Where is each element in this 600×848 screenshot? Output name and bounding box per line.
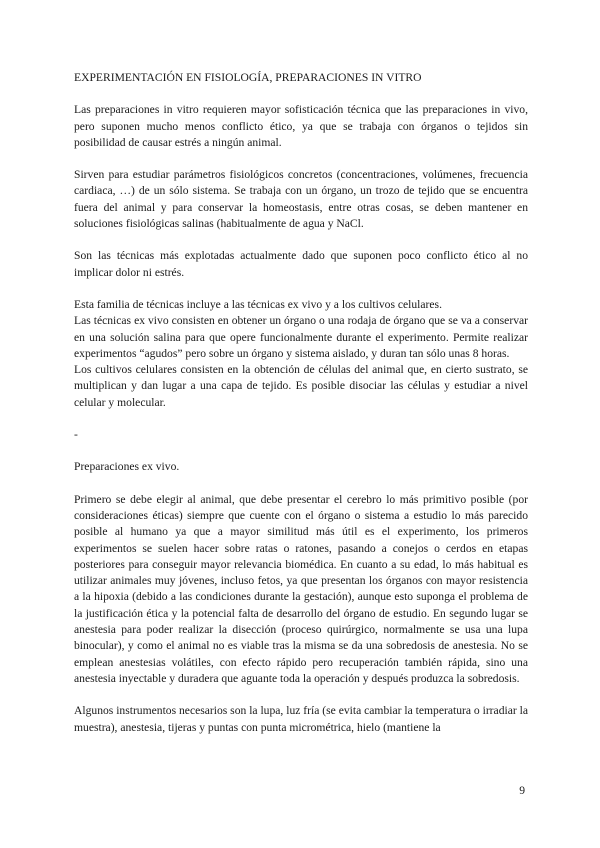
page-number: 9 <box>519 784 525 797</box>
subheading-ex-vivo: Preparaciones ex vivo. <box>74 460 180 474</box>
paragraph-ex-vivo: Las técnicas ex vivo consisten en obtener un órgano o una rodaja de órgano que se va a conservar en una solución salina para que opere funcionalmente durante el experimento. Permite realizar experimentos “agudos” pero sobre un órgano y sistema aislado, y duran tan sólo unas 8 horas. <box>74 314 528 360</box>
paragraph-procedure: Primero se debe elegir al animal, que debe presentar el cerebro lo más primitivo posible (por consideraciones éticas) siempre que cuente con el órgano o sistema a estudio lo más parecido posible al humano ya que a mayor similitud más útil es el experimento, los primeros experimentos se suelen hacer sobre ratas o ratones, pasando a conejos o cerdos en etapas posteriores para conseguir mayor relevancia biomédica. En cuanto a su edad, lo más habitual es utilizar animales muy jóvenes, incluso fetos, ya que presentan los órganos con mayor resistencia a la hipoxia (debido a las condiciones durante la gestación), aunque esto suponga el problema de la justificación ética y la potencial falta de desarrollo del órgano de estudio. En segundo lugar se anestesia para poder realizar la disección (proceso quirúrgico, normalmente se usa una lupa binocular), y como el animal no es viable tras la misma se da una sobredosis de anestesia. No se emplean anestesias volátiles, con efecto rápido pero recuperación también rápida, sino una anestesia inyectable y duradera que aguante toda la operación y después produzca la sobredosis. <box>74 492 528 685</box>
paragraph-ethics: Son las técnicas más explotadas actualmente dado que suponen poco conflicto ético al no implicar dolor ni estrés. <box>74 249 528 279</box>
separator-dash: - <box>74 428 78 442</box>
document-body <box>74 70 528 736</box>
paragraph-purpose: Sirven para estudiar parámetros fisiológicos concretos (concentraciones, volúmenes, frecuencia cardiaca, …) de un sólo sistema. Se trabaja con un órgano, un trozo de tejido que se encuentra fuera del animal y para conservar la homeostasis, entre otras cosas, se deben mantener en soluciones fisiológicas salinas (habitualmente de agua y NaCl. <box>74 168 528 231</box>
paragraph-instruments: Algunos instrumentos necesarios son la lupa, luz fría (se evita cambiar la temperatura o irradiar la muestra), anestesia, tijeras y puntas con punta micrométrica, hielo (mantiene la <box>74 704 528 734</box>
paragraph-cell-cultures: Los cultivos celulares consisten en la obtención de células del animal que, en cierto sustrato, se multiplican y dan lugar a una capa de tejido. Es posible disociar las células y estudiar a nivel celular y molecular. <box>74 363 528 409</box>
paragraph-families: Esta familia de técnicas incluye a las técnicas ex vivo y a los cultivos celulares. <box>74 297 442 311</box>
section-title: EXPERIMENTACIÓN EN FISIOLOGÍA, PREPARACIONES IN VITRO <box>74 71 422 84</box>
paragraph-intro: Las preparaciones in vitro requieren mayor sofisticación técnica que las preparaciones in vivo, pero suponen mucho menos conflicto ético, ya que se trabaja con órganos o tejidos sin posibilidad de causar estrés a ningún animal. <box>74 103 528 149</box>
